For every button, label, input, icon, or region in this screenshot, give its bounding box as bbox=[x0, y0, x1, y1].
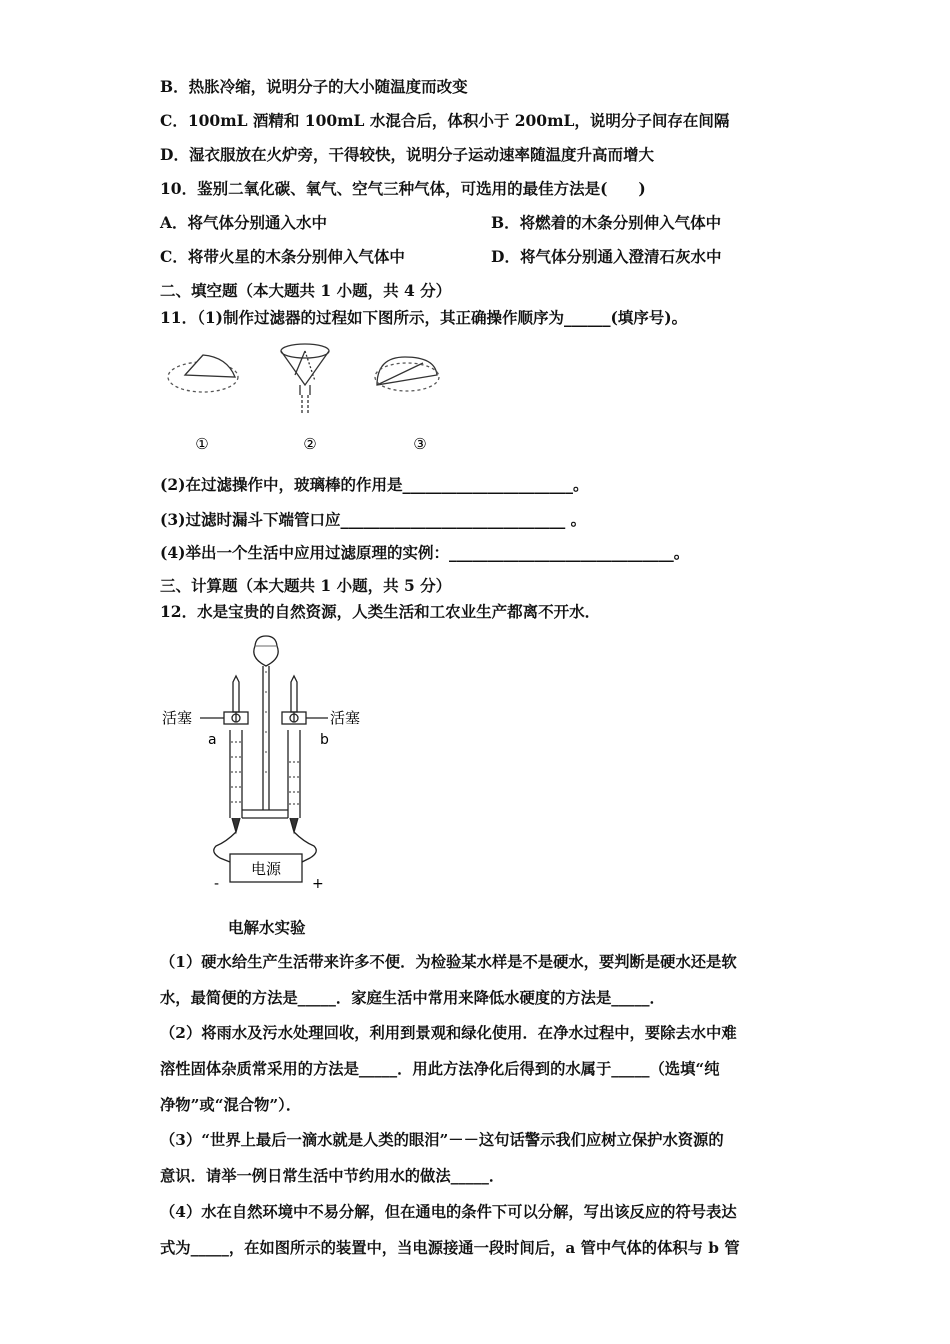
stopcock-right-label: 活塞 bbox=[330, 709, 361, 727]
power-supply-label: 电源 bbox=[250, 860, 282, 878]
tube-a-label: a bbox=[208, 732, 217, 748]
q12-part-3-line-1: （3）“世界上最后一滴水就是人类的眼泪”－－这句话警示我们应树立保护水资源的 bbox=[160, 1131, 724, 1149]
q9-option-d: D．湿衣服放在火炉旁，干得较快，说明分子运动速率随温度升高而增大 bbox=[160, 145, 654, 164]
bottom-connector bbox=[242, 810, 288, 818]
q11-part-4: (4)举出一个生活中应用过滤原理的实例：_____________________________。 bbox=[160, 543, 690, 562]
q12-part-2-line-2: 溶性固体杂质常采用的方法是_____．用此方法净化后得到的水属于_____（选填“纯 bbox=[160, 1060, 720, 1078]
section-3-heading: 三、计算题（本大题共 1 小题，共 5 分） bbox=[160, 576, 452, 595]
reservoir-bulb bbox=[254, 636, 278, 666]
fold-step-2-drawing bbox=[281, 344, 329, 415]
right-tube-b bbox=[288, 730, 300, 818]
q10-option-d: D．将气体分别通入澄清石灰水中 bbox=[491, 247, 722, 266]
fold-label-1: ① bbox=[195, 435, 209, 453]
q12-part-2-line-1: （2）将雨水及污水处理回收，利用到景观和绿化使用．在净水过程中，要除去水中难 bbox=[160, 1024, 737, 1042]
q11-part-2: (2)在过滤操作中，玻璃棒的作用是______________________。 bbox=[160, 475, 589, 494]
fold-step-1-drawing bbox=[168, 355, 238, 392]
q12-part-3-line-2: 意识．请举一例日常生活中节约用水的做法_____． bbox=[160, 1167, 505, 1185]
q10-stem: 10．鉴别二氧化碳、氧气、空气三种气体，可选用的最佳方法是( ) bbox=[160, 179, 646, 198]
q12-part-4-line-2: 式为_____，在如图所示的装置中，当电源接通一段时间后，a 管中气体的体积与 b 管 bbox=[160, 1239, 740, 1257]
q9-option-b: B．热胀冷缩，说明分子的大小随温度而改变 bbox=[160, 77, 468, 96]
q9-option-c: C．100mL 酒精和 100mL 水混合后，体积小于 200mL，说明分子间存在间隔 bbox=[160, 111, 730, 130]
filter-folding-figure bbox=[165, 335, 455, 455]
q12-part-4-line-1: （4）水在自然环境中不易分解，但在通电的条件下可以分解，写出该反应的符号表达 bbox=[160, 1203, 737, 1221]
middle-tube bbox=[263, 666, 269, 810]
left-tube-a bbox=[230, 730, 242, 818]
negative-terminal-label: - bbox=[214, 876, 220, 892]
q10-option-a: A．将气体分别通入水中 bbox=[160, 213, 328, 232]
section-2-heading: 二、填空题（本大题共 1 小题，共 4 分） bbox=[160, 281, 452, 300]
fold-label-2: ② bbox=[303, 435, 317, 453]
q12-stem: 12．水是宝贵的自然资源，人类生活和工农业生产都离不开水． bbox=[160, 602, 601, 621]
q11-stem: 11．（1)制作过滤器的过程如下图所示，其正确操作顺序为______(填序号)。 bbox=[160, 308, 688, 327]
electrolysis-apparatus-figure bbox=[160, 632, 370, 892]
positive-terminal-label: + bbox=[312, 876, 324, 892]
stopcock-left-label: 活塞 bbox=[162, 709, 193, 727]
fold-label-3: ③ bbox=[413, 435, 427, 453]
q10-option-b: B．将燃着的木条分别伸入气体中 bbox=[491, 213, 722, 232]
figure-caption: 电解水实验 bbox=[228, 918, 306, 937]
q10-option-c: C．将带火星的木条分别伸入气体中 bbox=[160, 247, 405, 266]
fold-step-3-drawing bbox=[375, 357, 439, 391]
q11-part-3: (3)过滤时漏斗下端管口应_____________________________ 。 bbox=[160, 510, 587, 529]
q12-part-2-line-3: 净物”或“混合物”）． bbox=[160, 1096, 302, 1114]
q12-part-1-line-1: （1）硬水给生产生活带来许多不便．为检验某水样是不是硬水，要判断是硬水还是软 bbox=[160, 953, 737, 971]
q12-part-1-line-2: 水，最简便的方法是_____．家庭生活中常用来降低水硬度的方法是_____． bbox=[160, 989, 665, 1007]
tube-b-label: b bbox=[320, 732, 329, 748]
